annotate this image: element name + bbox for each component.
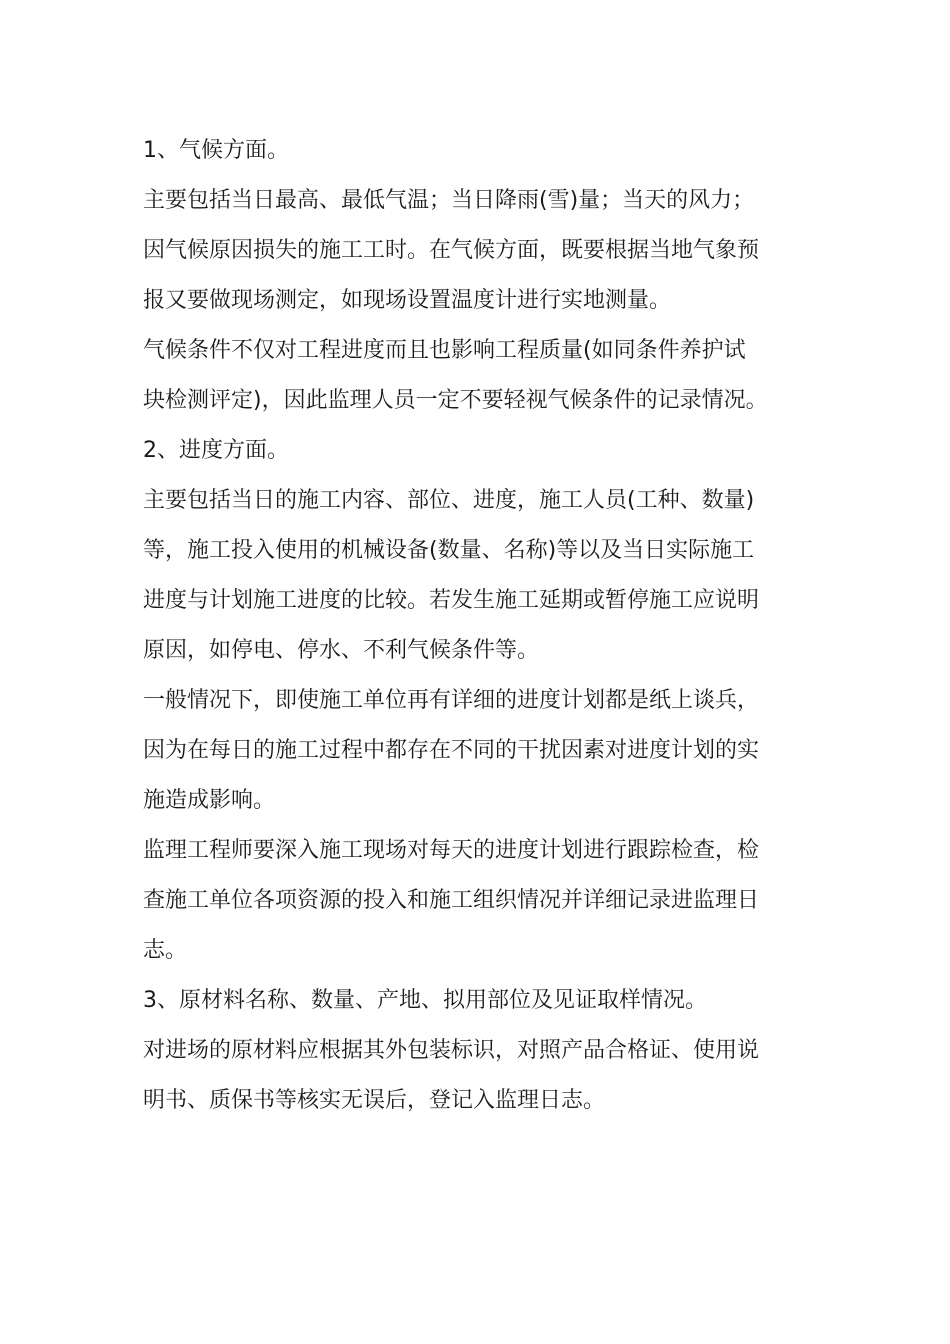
paragraph-line: 块检测评定)，因此监理人员一定不要轻视气候条件的记录情况。 [143, 388, 768, 413]
section-heading-progress: 2、进度方面。 [143, 438, 289, 463]
paragraph-line: 因为在每日的施工过程中都存在不同的干扰因素对进度计划的实 [143, 738, 760, 763]
paragraph-line: 主要包括当日的施工内容、部位、进度，施工人员(工种、数量) [143, 488, 755, 513]
paragraph-line: 明书、质保书等核实无误后，登记入监理日志。 [143, 1088, 606, 1113]
paragraph-line: 等，施工投入使用的机械设备(数量、名称)等以及当日实际施工 [143, 538, 755, 563]
paragraph-line: 施造成影响。 [143, 788, 276, 813]
paragraph-line: 报又要做现场测定，如现场设置温度计进行实地测量。 [143, 288, 672, 313]
paragraph-line: 对进场的原材料应根据其外包装标识，对照产品合格证、使用说 [143, 1038, 760, 1063]
paragraph-line: 志。 [143, 938, 188, 963]
section-heading-materials: 3、原材料名称、数量、产地、拟用部位及见证取样情况。 [143, 988, 707, 1013]
section-heading-climate: 1、气候方面。 [143, 138, 289, 163]
paragraph-line: 监理工程师要深入施工现场对每天的进度计划进行跟踪检查，检 [143, 838, 760, 863]
paragraph-line: 进度与计划施工进度的比较。若发生施工延期或暂停施工应说明 [143, 588, 760, 613]
paragraph-line: 一般情况下，即使施工单位再有详细的进度计划都是纸上谈兵， [143, 688, 760, 713]
paragraph-line: 气候条件不仅对工程进度而且也影响工程质量(如同条件养护试 [143, 338, 746, 363]
document-body [143, 126, 813, 1126]
paragraph-line: 因气候原因损失的施工工时。在气候方面，既要根据当地气象预 [143, 238, 760, 263]
paragraph-line: 主要包括当日最高、最低气温；当日降雨(雪)量；当天的风力； [143, 188, 755, 213]
paragraph-line: 查施工单位各项资源的投入和施工组织情况并详细记录进监理日 [143, 888, 760, 913]
paragraph-line: 原因，如停电、停水、不利气候条件等。 [143, 638, 540, 663]
